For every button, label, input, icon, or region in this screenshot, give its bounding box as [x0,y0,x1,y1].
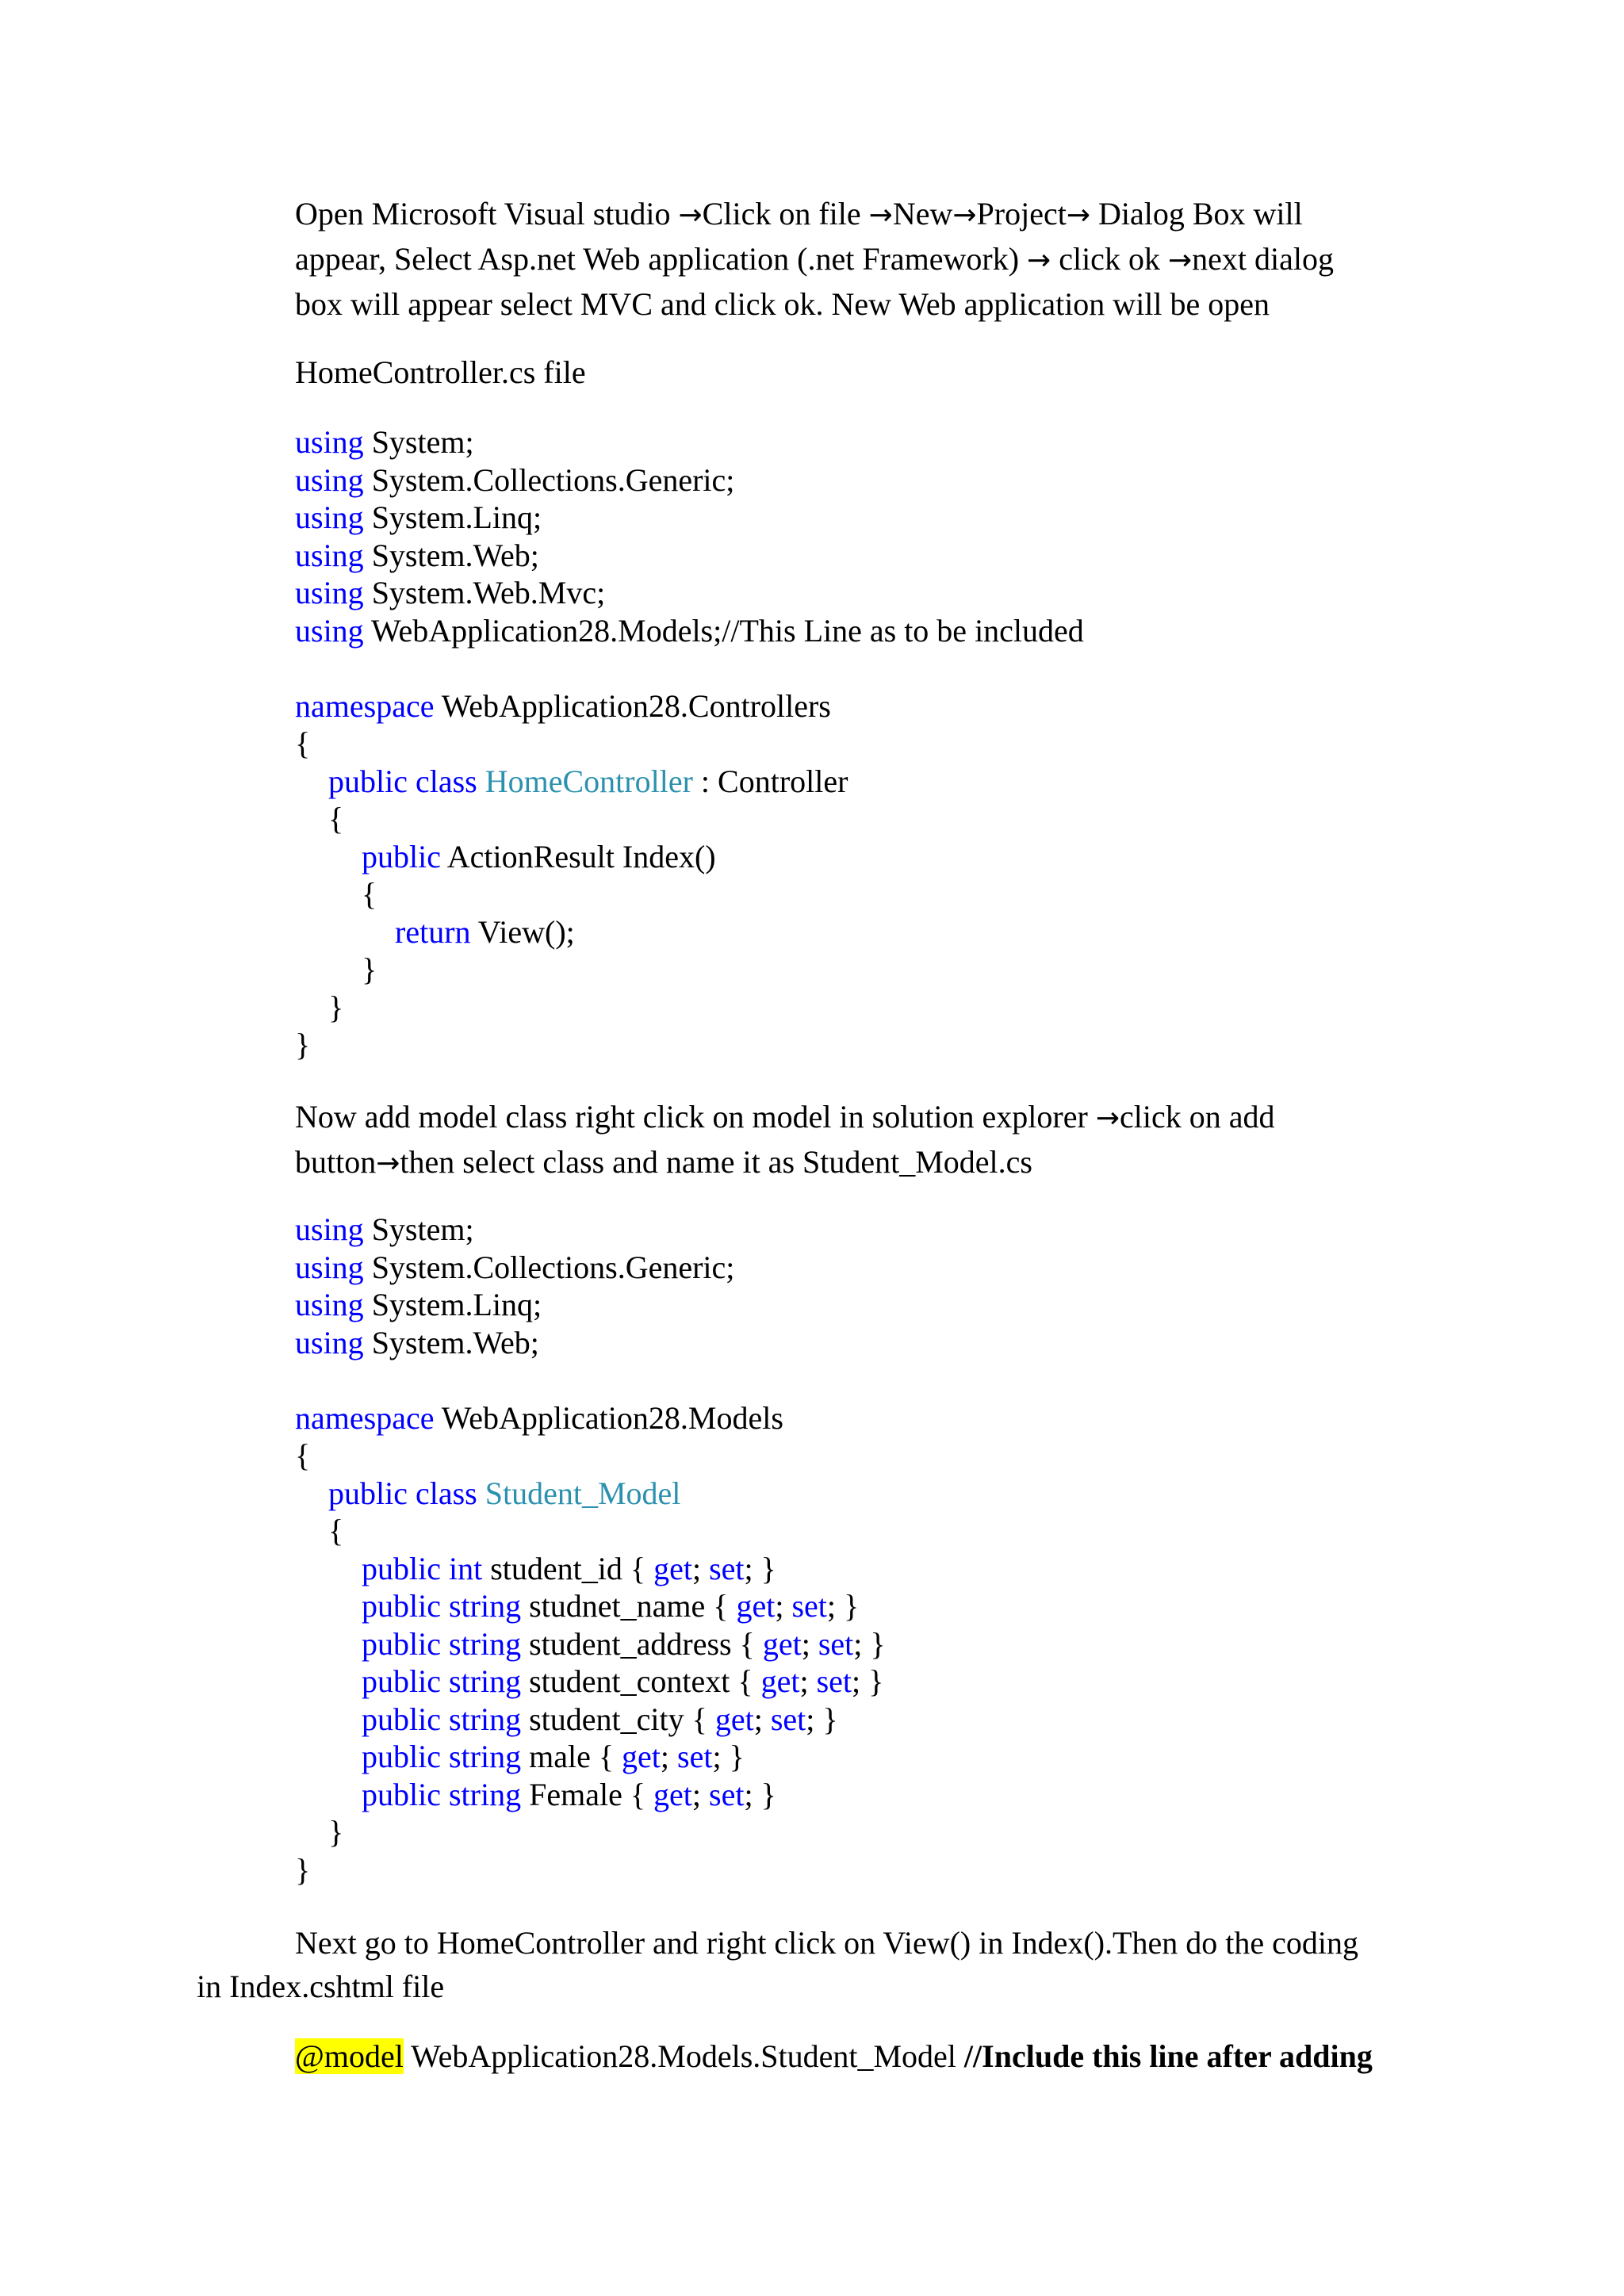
code-line [295,499,1484,537]
code-line: } [295,1851,311,1888]
home-controller-heading: HomeController.cs file [295,354,586,390]
property-line: public int student_id { get; set; } [362,1550,776,1586]
intro-line-2 [295,237,1421,282]
keyword: class [415,1475,477,1511]
type-name: Student_Model [485,1475,681,1511]
keyword: public [362,1588,441,1624]
arrow-icon: → [1066,199,1090,232]
step3-line-2: in Index.cshtml file [197,1969,445,2004]
model-directive-highlight: @model [295,2038,404,2074]
code-text: : Controller [692,763,848,799]
code-text: System; [371,1211,474,1247]
keyword: string [448,1739,522,1774]
keyword: public [328,763,408,799]
property-line: public string student_address { get; set; } [362,1625,886,1662]
code-line [295,838,1484,876]
property-name: student_id [490,1550,622,1586]
property-line: public string studnet_name { get; set; } [362,1588,860,1624]
code-text: System.Collections.Generic; [371,461,735,498]
keyword: set [770,1701,806,1737]
keyword: return [395,913,471,950]
code-line-blank [295,649,1484,687]
intro-line-3: box will appear select MVC and click ok. New Web application will be open [295,286,1270,322]
code-line [295,1324,1484,1362]
code-text: System.Linq; [371,499,542,535]
code-line: } [295,1027,311,1062]
keyword: get [760,1663,800,1699]
keyword: public [362,1776,441,1812]
text: Dialog Box will [1090,196,1303,232]
keyword: public [362,1739,441,1774]
property-line: public string Female { get; set; } [362,1776,776,1812]
text: New [892,196,953,232]
keyword: int [448,1550,483,1586]
property-name: student_address [529,1625,732,1662]
code-line [295,763,1484,801]
text: Now add model class right click on model in solution explorer [295,1099,1096,1135]
code-line [295,1475,1484,1513]
keyword: using [295,1211,364,1247]
keyword: get [762,1625,802,1662]
code-line [295,461,1484,499]
model-directive-line [295,2034,1500,2078]
keyword: public [362,838,441,874]
code-text: System.Linq; [371,1287,542,1322]
code-line [295,574,1484,612]
text: button [295,1144,377,1180]
keyword: set [709,1550,745,1586]
code-line: { [362,876,377,912]
code-text: System.Collections.Generic; [371,1249,735,1285]
keyword: get [653,1550,692,1586]
code-line [295,612,1484,650]
step3-paragraph [197,1921,1434,2008]
keyword: set [816,1663,852,1699]
keyword: namespace [295,687,435,724]
keyword: public [328,1475,408,1511]
code-line [295,1211,1484,1249]
property-line: public string male { get; set; } [362,1739,745,1774]
code-line [295,1249,1484,1287]
code-text: WebApplication28.Models;//This Line as to be included [370,612,1084,649]
code-text: System.Web; [371,537,539,573]
keyword: public [362,1625,441,1662]
keyword: using [295,612,364,649]
keyword: string [448,1776,522,1812]
keyword: set [818,1625,854,1662]
text: click ok [1051,241,1168,277]
code-line [295,1399,1484,1437]
text: next dialog [1192,241,1334,277]
code-text: WebApplication28.Controllers [441,687,831,724]
arrow-icon: → [678,199,703,232]
keyword: class [415,763,477,799]
keyword: public [362,1663,441,1699]
step2-line-1 [295,1095,1421,1140]
code-text: ActionResult Index() [446,838,716,874]
property-line: public string student_context { get; set; } [362,1663,884,1699]
code-line: { [295,1437,311,1473]
keyword: set [709,1776,745,1812]
code-line [295,1286,1484,1324]
code-text: WebApplication28.Models [441,1399,783,1436]
keyword: get [714,1701,754,1737]
property-name: student_context [529,1663,730,1699]
arrow-icon: → [376,1147,400,1180]
code-line: { [328,801,344,836]
code-text: View(); [477,913,575,950]
keyword: get [736,1588,776,1624]
keyword: public [362,1550,441,1586]
text: Click on file [702,196,869,232]
keyword: using [295,424,364,460]
property-name: studnet_name [529,1588,706,1624]
arrow-icon: → [868,199,893,232]
home-controller-code [295,423,1484,1064]
keyword: get [653,1776,692,1812]
text: click on add [1119,1099,1275,1135]
keyword: namespace [295,1399,435,1436]
keyword: using [295,537,364,573]
code-line [295,913,1484,951]
code-line: { [295,725,311,761]
code-line [295,687,1484,725]
text: Project [976,196,1067,232]
code-text: System.Web; [371,1324,539,1360]
type-name: HomeController [485,763,693,799]
keyword: using [295,1287,364,1322]
step3-line-1: Next go to HomeController and right click on View() in Index().Then do the coding [295,1925,1358,1961]
property-line: public string student_city { get; set; } [362,1701,838,1737]
arrow-icon: → [1027,244,1051,277]
keyword: using [295,461,364,498]
keyword: using [295,1324,364,1360]
property-name: student_city [529,1701,684,1737]
text: Open Microsoft Visual studio [295,196,679,232]
code-line [295,423,1484,461]
keyword: using [295,575,364,610]
keyword: using [295,499,364,535]
text: appear, Select Asp.net Web application (.net Framework) [295,241,1028,277]
step2-paragraph [295,1095,1421,1185]
student-model-code [295,1211,1484,1888]
property-name: male [529,1739,591,1774]
text: then select class and name it as Student_Model.cs [400,1144,1032,1180]
code-line: } [328,1814,344,1850]
intro-line-1 [295,192,1421,237]
code-line-blank [295,1361,1484,1399]
code-text: System.Web.Mvc; [371,575,606,610]
code-line: { [328,1513,344,1548]
intro-paragraph [295,192,1421,326]
property-name: Female [529,1776,622,1812]
keyword: string [448,1663,522,1699]
keyword: string [448,1701,522,1737]
code-line: } [328,989,344,1025]
model-comment-bold: //Include this line after adding [963,2038,1373,2074]
code-line: } [362,951,377,987]
keyword: string [448,1588,522,1624]
keyword: using [295,1249,364,1285]
keyword: set [791,1588,827,1624]
arrow-icon: → [1167,244,1193,277]
arrow-icon: → [952,199,977,232]
keyword: string [448,1625,522,1662]
code-line [295,537,1484,575]
keyword: get [622,1739,661,1774]
keyword: public [362,1701,441,1737]
arrow-icon: → [1095,1102,1120,1135]
code-text: System; [371,424,474,460]
step2-line-2 [295,1140,1421,1185]
model-type-text: WebApplication28.Models.Student_Model [403,2038,964,2074]
keyword: set [677,1739,713,1774]
